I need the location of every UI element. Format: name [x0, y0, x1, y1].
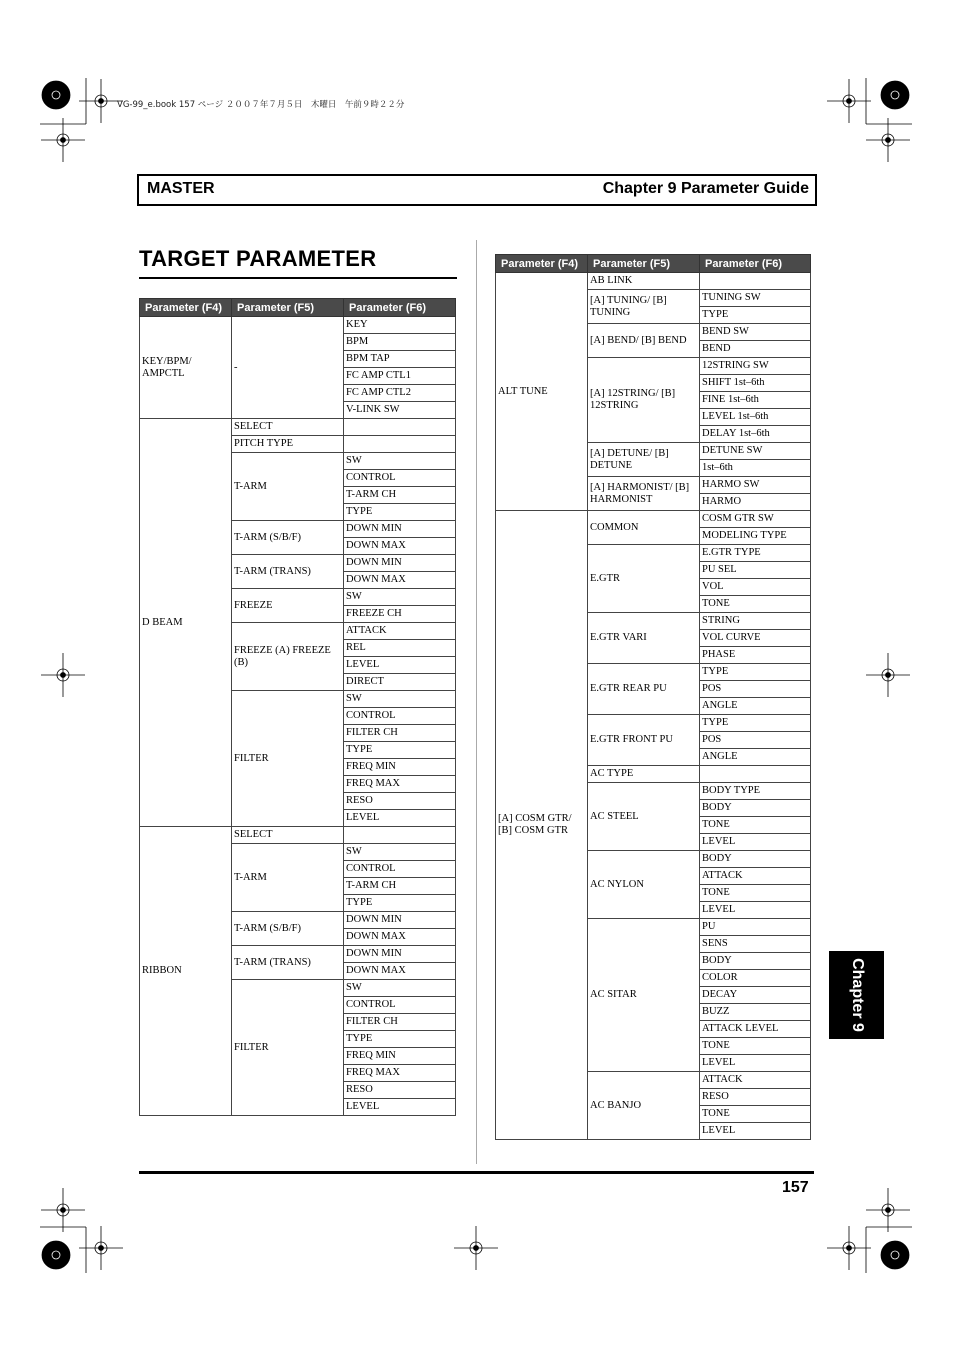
- table-row: [140, 419, 456, 436]
- param-f6-cell: 12STRING SW: [700, 358, 811, 375]
- param-f6-cell: LEVEL: [344, 810, 456, 827]
- param-f6-cell: RESO: [700, 1089, 811, 1106]
- param-f4-cell: ALT TUNE: [496, 273, 588, 511]
- param-f6-cell: FC AMP CTL1: [344, 368, 456, 385]
- col-header-f6: Parameter (F6): [344, 299, 456, 317]
- running-header: [137, 174, 817, 206]
- param-f6-cell: SW: [344, 691, 456, 708]
- param-f5-cell: E.GTR REAR PU: [588, 664, 700, 715]
- param-f6-cell: BODY: [700, 851, 811, 868]
- param-f6-cell: SW: [344, 453, 456, 470]
- param-f5-cell: T-ARM (S/B/F): [232, 912, 344, 946]
- param-f6-cell: KEY: [344, 317, 456, 334]
- param-f6-cell: BPM TAP: [344, 351, 456, 368]
- param-f6-cell: COLOR: [700, 970, 811, 987]
- param-f6-cell: T-ARM CH: [344, 487, 456, 504]
- col-header-f5: Parameter (F5): [588, 255, 700, 273]
- param-f6-cell: DOWN MAX: [344, 929, 456, 946]
- param-f5-cell: T-ARM (S/B/F): [232, 521, 344, 555]
- param-f6-cell: RESO: [344, 793, 456, 810]
- param-f5-cell: FILTER: [232, 691, 344, 827]
- param-f6-cell: DOWN MIN: [344, 521, 456, 538]
- param-f5-cell: [A] BEND/ [B] BEND: [588, 324, 700, 358]
- parameter-table-right: [495, 254, 811, 1140]
- param-f6-cell: [700, 273, 811, 290]
- table-row: [496, 511, 811, 528]
- param-f6-cell: TYPE: [344, 742, 456, 759]
- table-row: [140, 317, 456, 334]
- param-f6-cell: HARMO SW: [700, 477, 811, 494]
- param-f6-cell: DOWN MIN: [344, 912, 456, 929]
- param-f6-cell: TYPE: [700, 307, 811, 324]
- param-f6-cell: [344, 827, 456, 844]
- parameter-table-left: [139, 298, 456, 1116]
- param-f5-cell: T-ARM (TRANS): [232, 555, 344, 589]
- title-underline: [139, 277, 457, 279]
- param-f5-cell: E.GTR: [588, 545, 700, 613]
- param-f6-cell: ATTACK: [700, 868, 811, 885]
- param-f6-cell: CONTROL: [344, 708, 456, 725]
- param-f6-cell: [344, 436, 456, 453]
- param-f6-cell: VOL CURVE: [700, 630, 811, 647]
- param-f6-cell: FINE 1st–6th: [700, 392, 811, 409]
- param-f6-cell: STRING: [700, 613, 811, 630]
- param-f6-cell: BODY TYPE: [700, 783, 811, 800]
- column-separator: [476, 240, 477, 1164]
- param-f6-cell: SW: [344, 980, 456, 997]
- param-f6-cell: ATTACK LEVEL: [700, 1021, 811, 1038]
- param-f6-cell: BODY: [700, 953, 811, 970]
- param-f6-cell: COSM GTR SW: [700, 511, 811, 528]
- chapter-title: Chapter 9 Parameter Guide: [602, 180, 809, 197]
- param-f6-cell: DELAY 1st–6th: [700, 426, 811, 443]
- param-f5-cell: T-ARM: [232, 453, 344, 521]
- param-f5-cell: E.GTR FRONT PU: [588, 715, 700, 766]
- page-title: TARGET PARAMETER: [139, 246, 377, 271]
- param-f6-cell: V-LINK SW: [344, 402, 456, 419]
- param-f6-cell: BPM: [344, 334, 456, 351]
- table-row: [496, 273, 811, 290]
- param-f6-cell: TYPE: [344, 504, 456, 521]
- table-row: [140, 827, 456, 844]
- param-f6-cell: RESO: [344, 1082, 456, 1099]
- param-f6-cell: TYPE: [344, 895, 456, 912]
- param-f4-cell: KEY/BPM/ AMPCTL: [140, 317, 232, 419]
- param-f6-cell: SW: [344, 844, 456, 861]
- param-f6-cell: DOWN MIN: [344, 946, 456, 963]
- param-f6-cell: BODY: [700, 800, 811, 817]
- param-f5-cell: [A] DETUNE/ [B] DETUNE: [588, 443, 700, 477]
- param-f6-cell: TYPE: [700, 715, 811, 732]
- param-f5-cell: SELECT: [232, 419, 344, 436]
- param-f6-cell: ANGLE: [700, 749, 811, 766]
- param-f6-cell: DOWN MAX: [344, 572, 456, 589]
- param-f6-cell: BEND: [700, 341, 811, 358]
- param-f6-cell: LEVEL: [700, 902, 811, 919]
- param-f5-cell: -: [232, 317, 344, 419]
- param-f5-cell: E.GTR VARI: [588, 613, 700, 664]
- param-f6-cell: FILTER CH: [344, 725, 456, 742]
- col-header-f5: Parameter (F5): [232, 299, 344, 317]
- param-f6-cell: POS: [700, 732, 811, 749]
- param-f6-cell: TYPE: [344, 1031, 456, 1048]
- param-f6-cell: REL: [344, 640, 456, 657]
- param-f4-cell: [A] COSM GTR/ [B] COSM GTR: [496, 511, 588, 1140]
- col-header-f6: Parameter (F6): [700, 255, 811, 273]
- footer-rule: [139, 1171, 814, 1174]
- param-f5-cell: PITCH TYPE: [232, 436, 344, 453]
- param-f6-cell: LEVEL: [700, 834, 811, 851]
- param-f6-cell: TYPE: [700, 664, 811, 681]
- param-f5-cell: AC BANJO: [588, 1072, 700, 1140]
- param-f6-cell: VOL: [700, 579, 811, 596]
- param-f5-cell: [A] 12STRING/ [B] 12STRING: [588, 358, 700, 443]
- param-f5-cell: FILTER: [232, 980, 344, 1116]
- param-f4-cell: D BEAM: [140, 419, 232, 827]
- param-f6-cell: DOWN MAX: [344, 963, 456, 980]
- param-f6-cell: DIRECT: [344, 674, 456, 691]
- param-f6-cell: BEND SW: [700, 324, 811, 341]
- param-f6-cell: SENS: [700, 936, 811, 953]
- param-f6-cell: PU SEL: [700, 562, 811, 579]
- param-f6-cell: DOWN MAX: [344, 538, 456, 555]
- param-f6-cell: ATTACK: [700, 1072, 811, 1089]
- param-f6-cell: FREQ MAX: [344, 1065, 456, 1082]
- param-f6-cell: [700, 766, 811, 783]
- param-f6-cell: SW: [344, 589, 456, 606]
- param-f6-cell: FILTER CH: [344, 1014, 456, 1031]
- param-f6-cell: BUZZ: [700, 1004, 811, 1021]
- param-f6-cell: PU: [700, 919, 811, 936]
- param-f6-cell: PHASE: [700, 647, 811, 664]
- param-f6-cell: POS: [700, 681, 811, 698]
- param-f5-cell: AC SITAR: [588, 919, 700, 1072]
- param-f5-cell: SELECT: [232, 827, 344, 844]
- param-f6-cell: ANGLE: [700, 698, 811, 715]
- param-f6-cell: DETUNE SW: [700, 443, 811, 460]
- param-f6-cell: LEVEL: [700, 1123, 811, 1140]
- param-f6-cell: TONE: [700, 1038, 811, 1055]
- param-f5-cell: COMMON: [588, 511, 700, 545]
- param-f6-cell: MODELING TYPE: [700, 528, 811, 545]
- param-f6-cell: LEVEL: [344, 657, 456, 674]
- param-f6-cell: TONE: [700, 596, 811, 613]
- param-f6-cell: E.GTR TYPE: [700, 545, 811, 562]
- param-f6-cell: TUNING SW: [700, 290, 811, 307]
- param-f5-cell: FREEZE (A) FREEZE (B): [232, 623, 344, 691]
- param-f6-cell: ATTACK: [344, 623, 456, 640]
- param-f5-cell: AC NYLON: [588, 851, 700, 919]
- col-header-f4: Parameter (F4): [496, 255, 588, 273]
- param-f6-cell: CONTROL: [344, 470, 456, 487]
- param-f6-cell: LEVEL 1st–6th: [700, 409, 811, 426]
- param-f5-cell: FREEZE: [232, 589, 344, 623]
- param-f6-cell: FREQ MIN: [344, 1048, 456, 1065]
- section-title: MASTER: [147, 180, 215, 197]
- param-f6-cell: TONE: [700, 817, 811, 834]
- param-f5-cell: [A] HARMONIST/ [B] HARMONIST: [588, 477, 700, 511]
- print-info: VG-99_e.book 157 ページ ２００７年７月５日 木曜日 午前９時２２分: [117, 100, 405, 110]
- param-f5-cell: [A] TUNING/ [B] TUNING: [588, 290, 700, 324]
- param-f5-cell: AC TYPE: [588, 766, 700, 783]
- param-f6-cell: TONE: [700, 1106, 811, 1123]
- param-f6-cell: FC AMP CTL2: [344, 385, 456, 402]
- param-f6-cell: FREEZE CH: [344, 606, 456, 623]
- param-f5-cell: T-ARM: [232, 844, 344, 912]
- chapter-tab-label: Chapter 9: [848, 958, 866, 1032]
- chapter-tab: [829, 951, 884, 1039]
- page-number: 157: [782, 1179, 809, 1196]
- param-f5-cell: AC STEEL: [588, 783, 700, 851]
- param-f6-cell: FREQ MIN: [344, 759, 456, 776]
- param-f6-cell: 1st–6th: [700, 460, 811, 477]
- param-f6-cell: CONTROL: [344, 861, 456, 878]
- param-f6-cell: [344, 419, 456, 436]
- param-f5-cell: AB LINK: [588, 273, 700, 290]
- param-f6-cell: FREQ MAX: [344, 776, 456, 793]
- param-f6-cell: LEVEL: [344, 1099, 456, 1116]
- param-f5-cell: T-ARM (TRANS): [232, 946, 344, 980]
- param-f6-cell: SHIFT 1st–6th: [700, 375, 811, 392]
- param-f4-cell: RIBBON: [140, 827, 232, 1116]
- param-f6-cell: TONE: [700, 885, 811, 902]
- col-header-f4: Parameter (F4): [140, 299, 232, 317]
- param-f6-cell: HARMO: [700, 494, 811, 511]
- param-f6-cell: LEVEL: [700, 1055, 811, 1072]
- param-f6-cell: T-ARM CH: [344, 878, 456, 895]
- param-f6-cell: DOWN MIN: [344, 555, 456, 572]
- param-f6-cell: DECAY: [700, 987, 811, 1004]
- param-f6-cell: CONTROL: [344, 997, 456, 1014]
